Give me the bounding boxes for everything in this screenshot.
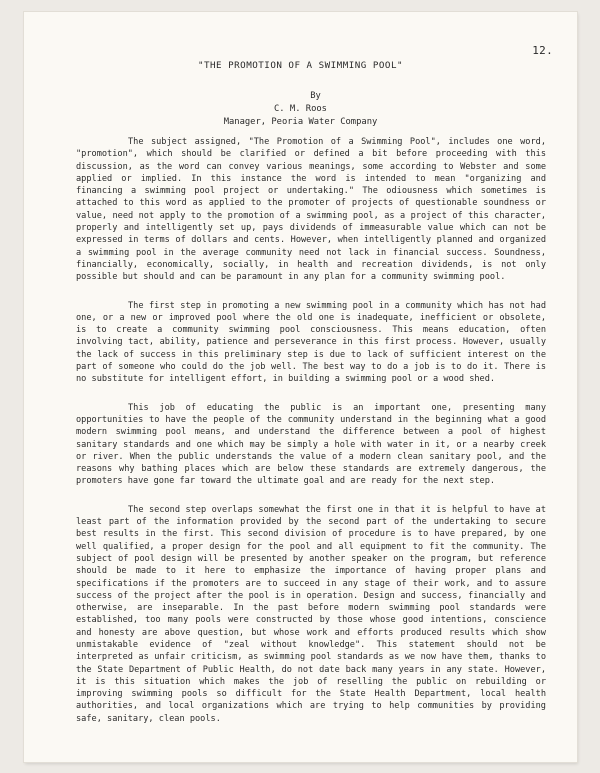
byline <box>24 90 577 129</box>
document-page <box>24 12 577 762</box>
paragraph-2: The first step in promoting a new swimming pool in a community which has not had one, or a new or improved pool where the old one is inadequate, inefficient or obsolete, is to create a community swimming pool consciousness. This means education, often involving tact, ability, patience and perseverance in this first process. However, usually the lack of success in this preliminary step is due to lack of sufficient interest on the part of someone who could do the job well. The best way to do a job is to do it. There is no substitute for intelligent effort, in building a swimming pool or a wood shed. <box>76 300 546 385</box>
byline-author: C. M. Roos <box>274 104 327 114</box>
byline-affiliation: Manager, Peoria Water Company <box>223 117 378 127</box>
document-title: "THE PROMOTION OF A SWIMMING POOL" <box>197 60 404 71</box>
byline-by: By <box>310 91 321 101</box>
paragraph-1: The subject assigned, "The Promotion of a Swimming Pool", includes one word, "promotion", which should be clarified or defined a bit before proceeding with this discussion, as the word can convey various meanings, some according to Webster and some applied or implied. In this instance the word is intended to mean "organizing and financing a swimming pool project or undertaking." The odiousness which sometimes is attached to this word as applied to the promoter of projects of questionable soundness or value, need not apply to the promotion of a swimming pool, as a project of this character, properly and intelligently set up, pays dividends of immeasurable value which can not be expressed in terms of dollars and cents. However, when intelligently planned and organized a swimming pool in the average community need not lack in financial success. Soundness, financially, economically, socially, in health and recreation dividends, is not only possible but should and can be paramount in any plan for a community swimming pool. <box>76 137 546 283</box>
paragraph-3: This job of educating the public is an important one, presenting many opportunities to have the people of the community understand in the beginning what a good modern swimming pool means, and understand the difference between a pool of highest sanitary standards and one which may be simply a hole with water in it, or a nearby creek or river. When the public understands the value of a modern clean sanitary pool, and the reasons why bathing places which are below these standards are extremely dangerous, the promoters have gone far toward the ultimate goal and are ready for the next step. <box>76 402 546 487</box>
body-text <box>76 136 546 741</box>
paragraph-4: The second step overlaps somewhat the first one in that it is helpful to have at least part of the information provided by the second part of the undertaking to secure best results in the first. This second division of procedure is to have prepared, by one well qualified, a proper design for the pool and all equipment to fit the community. The subject of pool design will be presented by another speaker on the program, but reference should be made to it here to emphasize the importance of having proper plans and specifications if the promoters are to succeed in any stage of their work, and to assure success of the project after the pool is in operation. Design and success, financially and otherwise, are inseparable. In the past before modern swimming pool standards were established, too many pools were constructed by those whose good intentions, conscience and honesty are above question, but whose work and efforts produced results which show unmistakable evidence of "zeal without knowledge". This statement should not be interpreted as unfair criticism, as swimming pool standards as we now have them, thanks to the State Department of Public Health, do not date back many years in any state. However, it is this situation which makes the job of reselling the public on rebuilding or improving swimming pools so difficult for the State Health Department, local health authorities, and local organizations which are trying to help communities by providing safe, sanitary, clean pools. <box>76 504 546 724</box>
page-number: 12. <box>532 44 553 57</box>
